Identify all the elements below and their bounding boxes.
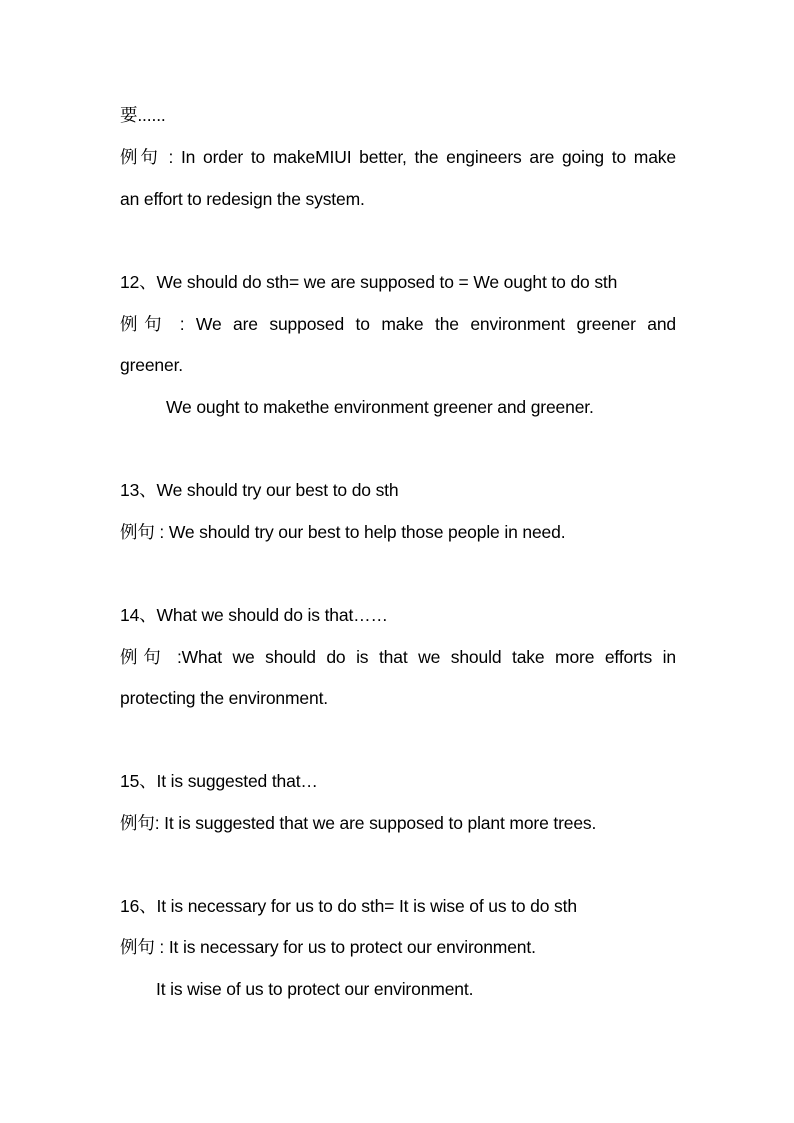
item-14-heading: 14、What we should do is that…… — [120, 605, 388, 625]
text-line-yao: 要...... — [120, 105, 166, 125]
example-12-line-2: greener. — [120, 355, 184, 375]
example-14-line-2: protecting the environment. — [120, 688, 329, 708]
example-15-line-1: 例句: It is suggested that we are supposed to plant more trees. — [120, 813, 597, 833]
example-miui-line-1: 例句 : In order to makeMIUI better, the engineers are going to make — [120, 147, 676, 167]
item-15-heading: 15、It is suggested that… — [120, 771, 318, 791]
example-16-line-1: 例句 : It is necessary for us to protect our environment. — [120, 937, 536, 957]
item-12-heading: 12、We should do sth= we are supposed to = We ought to do sth — [120, 272, 618, 292]
example-miui-line-2: an effort to redesign the system. — [120, 189, 365, 209]
example-12-line-1: 例句 : We are supposed to make the environment greener and — [120, 314, 676, 334]
example-12-line-3: We ought to makethe environment greener and greener. — [166, 397, 594, 417]
example-14-line-1: 例句 :What we should do is that we should take more efforts in — [120, 647, 676, 667]
item-13-heading: 13、We should try our best to do sth — [120, 480, 399, 500]
item-16-heading: 16、It is necessary for us to do sth= It is wise of us to do sth — [120, 896, 577, 916]
example-13-line-1: 例句 : We should try our best to help those people in need. — [120, 522, 566, 542]
example-16-line-2: It is wise of us to protect our environment. — [156, 979, 474, 999]
